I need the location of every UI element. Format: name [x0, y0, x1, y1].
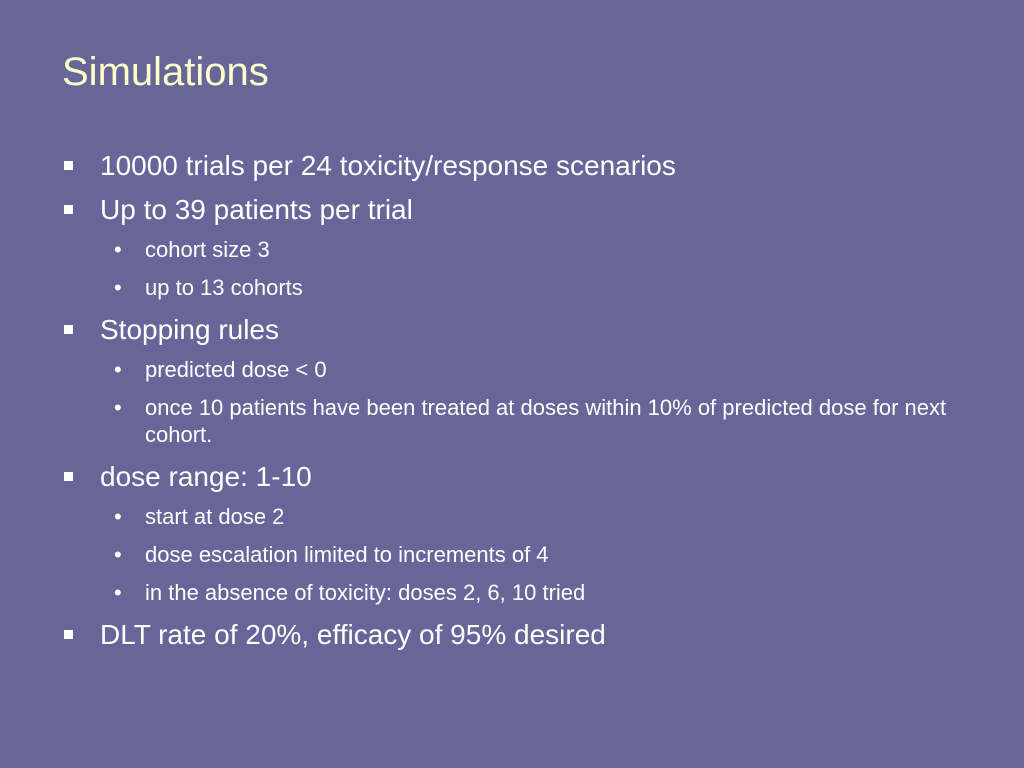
dot-bullet-icon: • [114, 275, 122, 300]
bullet-item [62, 617, 962, 653]
sub-bullet-item [62, 541, 962, 568]
bullet-text: 10000 trials per 24 toxicity/response scenarios [100, 150, 676, 181]
sub-bullet-list [62, 356, 962, 448]
sub-bullet-text: up to 13 cohorts [145, 275, 303, 300]
bullet-item [62, 459, 962, 495]
sub-bullet-text: once 10 patients have been treated at doses within 10% of predicted dose for next cohort. [145, 395, 947, 447]
square-bullet-icon [64, 205, 73, 214]
sub-bullet-item [62, 579, 962, 606]
square-bullet-icon [64, 161, 73, 170]
dot-bullet-icon: • [114, 580, 122, 605]
bullet-item [62, 148, 962, 184]
bullet-text: Up to 39 patients per trial [100, 194, 413, 225]
sub-bullet-item [62, 394, 962, 448]
bullet-text: Stopping rules [100, 314, 280, 345]
sub-bullet-text: in the absence of toxicity: doses 2, 6, 10 tried [145, 580, 586, 605]
dot-bullet-icon: • [114, 357, 122, 382]
sub-bullet-list [62, 503, 962, 606]
slide-title: Simulations [62, 50, 269, 94]
sub-bullet-item [62, 503, 962, 530]
dot-bullet-icon: • [114, 504, 122, 529]
sub-bullet-item [62, 274, 962, 301]
sub-bullet-list [62, 236, 962, 301]
sub-bullet-text: dose escalation limited to increments of 4 [145, 542, 549, 567]
square-bullet-icon [64, 630, 73, 639]
dot-bullet-icon: • [114, 542, 122, 567]
sub-bullet-item [62, 356, 962, 383]
dot-bullet-icon: • [114, 237, 122, 262]
sub-bullet-text: cohort size 3 [145, 237, 270, 262]
sub-bullet-text: start at dose 2 [145, 504, 285, 529]
bullet-item [62, 312, 962, 348]
dot-bullet-icon: • [114, 395, 122, 420]
bullet-item [62, 192, 962, 228]
sub-bullet-text: predicted dose < 0 [145, 357, 327, 382]
bullet-text: dose range: 1-10 [100, 461, 312, 492]
square-bullet-icon [64, 472, 73, 481]
square-bullet-icon [64, 325, 73, 334]
sub-bullet-item [62, 236, 962, 263]
bullet-list [62, 148, 962, 661]
bullet-text: DLT rate of 20%, efficacy of 95% desired [100, 619, 606, 650]
